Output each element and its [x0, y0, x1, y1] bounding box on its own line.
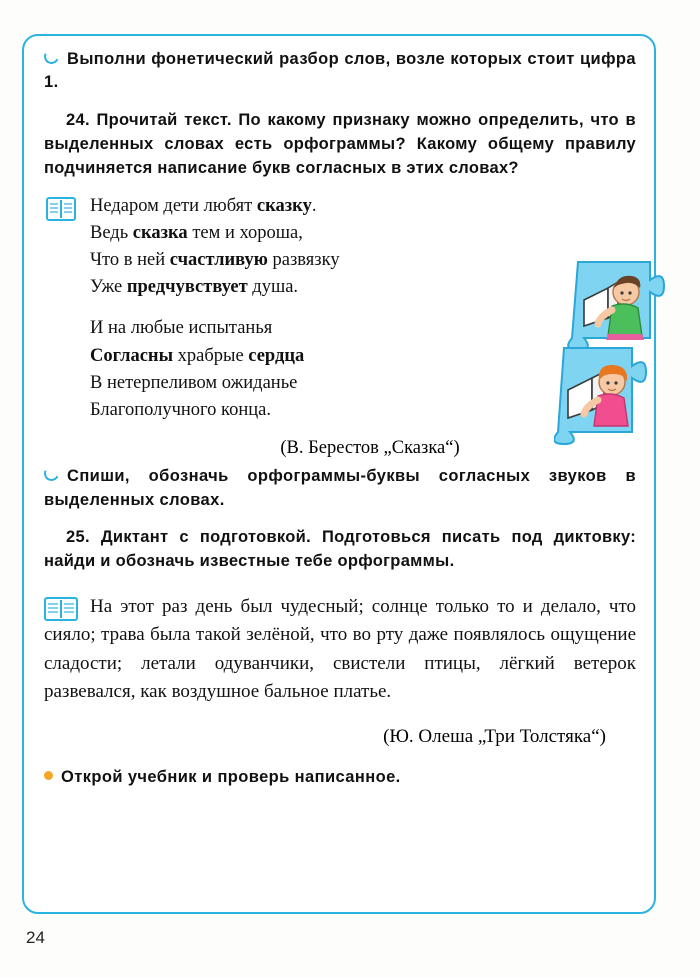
poem-run: И на любые испытанья — [90, 318, 273, 339]
poem-run: Ведь — [90, 222, 133, 243]
task-phonetic-analysis — [44, 48, 636, 95]
puzzle-pieces-children-illustration — [554, 256, 700, 456]
poem-run: В нетерпеливом ожиданье — [90, 372, 298, 393]
poem-run: Что в ней — [90, 249, 170, 270]
poem-run: душа. — [247, 277, 299, 298]
page-content — [44, 48, 636, 793]
poem-run: храбрые — [173, 345, 249, 366]
task-copy-spelling — [44, 465, 636, 512]
orange-dot-bullet-icon — [44, 771, 53, 780]
prose-block — [44, 593, 636, 707]
poem-run: Благополучного конца. — [90, 399, 271, 420]
open-book-icon — [46, 197, 76, 221]
exercise-25-text: Диктант с подготовкой. Подготовься писать под диктовку: найди и обозначь известные тебе орфограммы. — [44, 527, 636, 570]
prose-attribution: (Ю. Олеша „Три Толстяка“) — [383, 725, 606, 747]
task-phonetic-number: 1 — [44, 73, 54, 92]
task-phonetic-period: . — [53, 73, 59, 92]
task-check-text: Открой учебник и проверь написанное. — [61, 767, 401, 786]
poem-run: Уже — [90, 277, 127, 298]
poem-run: . — [311, 195, 317, 216]
exercise-25-number: 25. — [66, 527, 90, 546]
poem-highlighted-word: сказку — [256, 195, 312, 216]
poem-highlighted-word: Согласны — [90, 345, 174, 366]
poem-highlighted-word: сердца — [248, 345, 305, 366]
prose-text: На этот раз день был чудесный; солнце только то и делало, что сияло; трава была такой зелёной, что во рту даже появлялось ощущение сладости; летали одуванчики, свистели птицы, лёгкий ветерок развевался, как воздушное бальное платье. — [44, 595, 636, 703]
crescent-bullet-icon-2 — [42, 464, 61, 483]
page-number: 24 — [26, 928, 45, 947]
poem-run: развязку — [267, 249, 340, 270]
poem-line — [90, 193, 636, 220]
task-phonetic-text: Выполни фонетический разбор слов, возле которых стоит цифра — [67, 50, 636, 68]
poem-run: тем и хороша, — [187, 222, 303, 243]
poem-attribution: (В. Берестов „Сказка“) — [280, 438, 460, 459]
open-book-icon-2 — [44, 596, 78, 622]
exercise-24-text: Прочитай текст. По какому признаку можно определить, что в выделенных словах есть орфограммы? Какому общему правилу подчиняется написание букв согласных в этих словах? — [44, 110, 636, 177]
task-check-textbook — [44, 766, 636, 789]
poem-highlighted-word: счастливую — [169, 249, 268, 270]
poem-line — [90, 220, 636, 247]
poem-run: Недаром дети любят — [90, 195, 257, 216]
exercise-25 — [44, 526, 636, 574]
exercise-24-number: 24. — [66, 110, 90, 129]
exercise-24 — [44, 109, 636, 181]
poem-block — [44, 193, 636, 425]
task-copy-text: Спиши, обозначь орфограммы-буквы согласных звуков в выделенных словах. — [44, 467, 636, 509]
poem-highlighted-word: сказка — [132, 222, 188, 243]
poem-highlighted-word: предчувствует — [126, 277, 248, 298]
crescent-bullet-icon — [42, 47, 61, 66]
